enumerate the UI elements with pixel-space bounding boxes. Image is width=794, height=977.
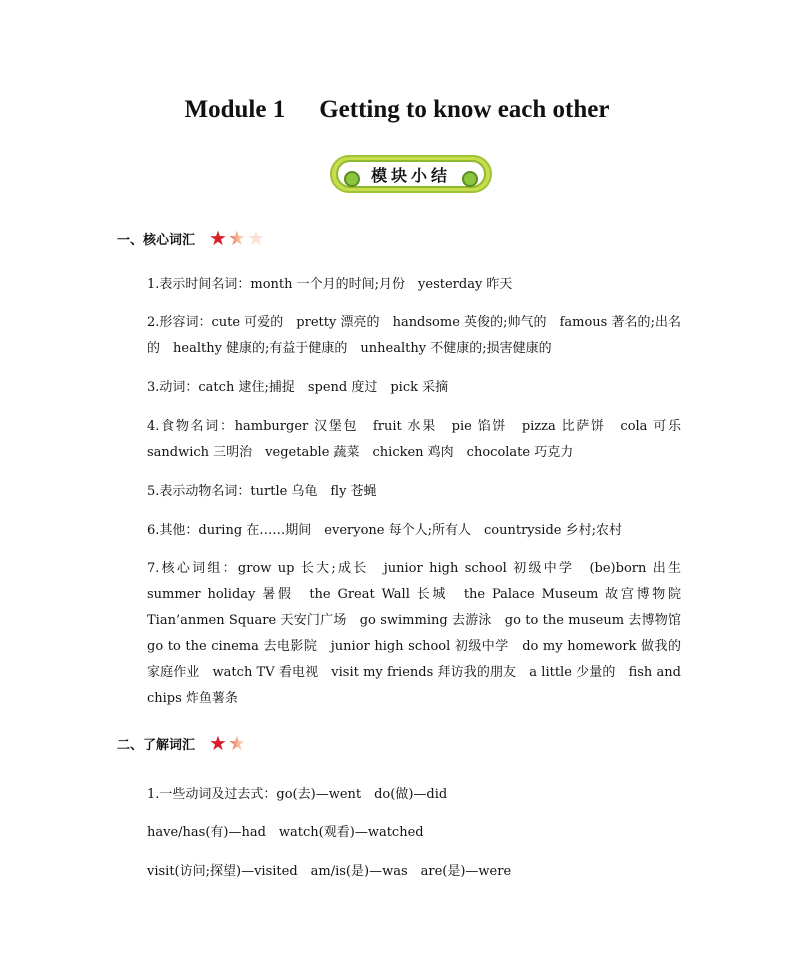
extra-item-line3: visit(访问;探望)—visited am/is(是)—was are(是)—were [147,864,512,879]
difficulty-stars [209,733,246,753]
title-topic: Getting to know each other [319,96,610,123]
core-item-food-nouns: 4.食物名词：hamburger 汉堡包 fruit 水果 pie 馅饼 pizza 比萨饼 cola 可乐 sandwich 三明治 vegetable 蔬菜 chicken 鸡肉 chocolate 巧克力 [147,419,695,460]
page-title [0,96,794,124]
extra-item-line2: have/has(有)—had watch(观看)—watched [147,825,424,840]
core-item-others: 6.其他：during 在……期间 everyone 每个人;所有人 countryside 乡村;农村 [147,523,622,538]
star-icon: ★ [227,731,246,755]
badge-dot-left [344,171,360,187]
star-icon: ★ [227,226,246,250]
badge-label: 模块小结 [370,165,451,185]
core-item-animal-nouns: 5.表示动物名词：turtle 乌龟 fly 苍蝇 [147,484,377,499]
section-heading: 一、核心词汇 [117,232,196,248]
core-item-time-nouns: 1.表示时间名词：month 一个月的时间;月份 yesterday 昨天 [147,277,513,292]
star-icon: ★ [209,226,227,250]
difficulty-stars [209,228,265,248]
module-summary-badge [330,155,492,193]
star-icon: ★ [246,226,265,250]
star-icon: ★ [209,731,227,755]
core-item-adjectives: 2.形容词：cute 可爱的 pretty 漂亮的 handsome 英俊的;帅气的 famous 著名的;出名的 healthy 健康的;有益于健康的 unhealthy 不健康的;损害健康的 [147,315,681,356]
title-module: Module 1 [184,96,286,123]
badge-dot-right [462,171,478,187]
core-item-verbs: 3.动词：catch 逮住;捕捉 spend 度过 pick 采摘 [147,380,449,395]
core-item-phrases: 7.核心词组：grow up 长大;成长 junior high school 初级中学 (be)born 出生 summer holiday 暑假 the Great Wall 长城 the Palace Museum 故宫博物院 Tian’anmen Square 天安门广场 go swimming 去游泳 go to the museum 去博物馆 go to the cinema 去电影院 junior high school 初级中学 do my homework 做我的家庭作业 watch TV 看电视 visit my friends 拜访我的朋友 a little 少量的 fish and chips 炸鱼薯条 [147,561,695,706]
section-heading: 二、了解词汇 [117,737,196,753]
extra-item-verb-past: 1.一些动词及过去式：go(去)—went do(做)—did [147,787,448,802]
section-extra-vocabulary [117,733,246,753]
section-core-vocabulary [117,228,265,248]
